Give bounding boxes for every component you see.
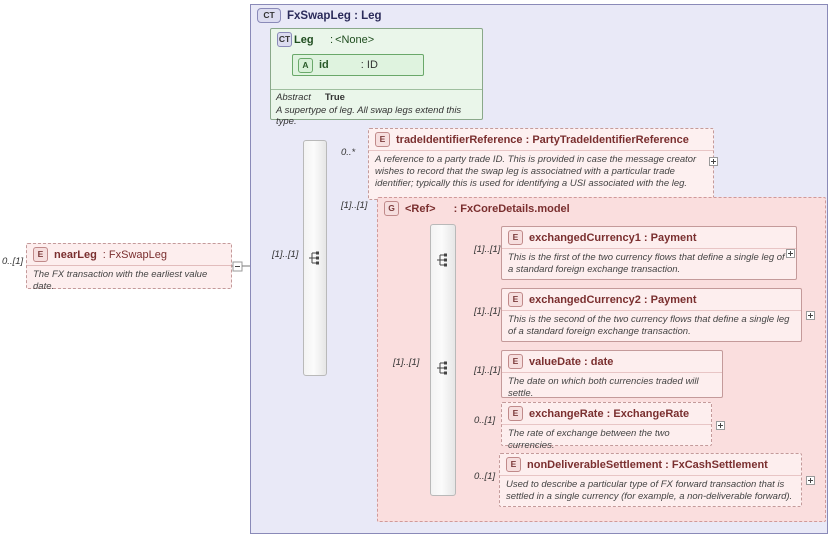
cardinality-tradeidentifierreference: 0..*	[341, 147, 356, 158]
outer-title: FxSwapLeg : Leg	[287, 9, 382, 22]
nearleg-name: nearLeg	[54, 248, 97, 261]
attribute-name-id: id	[319, 59, 329, 71]
element-icon: E	[506, 457, 521, 472]
element-icon: E	[508, 292, 523, 307]
cardinality-sequence-outer: [1]..[1]	[272, 249, 299, 260]
expand-icon-exchangedcurrency1[interactable]	[786, 249, 795, 258]
exchangedcurrency2-name: exchangedCurrency2 : Payment	[529, 293, 697, 306]
tir-description: A reference to a party trade ID. This is provided in case the message creator wishes to record that the swap leg is associatned with a particular trade identifier; typically this is used for identifying a USI associated with the leg.	[369, 150, 713, 194]
outer-titlebar	[251, 5, 827, 26]
nondeliverablesettlement-titlebar	[500, 454, 801, 475]
exchangedcurrency2-description: This is the second of the two currency flows that define a single leg of a standard foreign exchange transaction.	[502, 310, 801, 342]
complex-type-icon: CT	[257, 8, 281, 23]
nondeliverablesettlement-description: Used to describe a particular type of FX forward transaction that is settled in a single currency (for example, a non-deliverable forward).	[500, 475, 801, 507]
element-icon: E	[508, 406, 523, 421]
exchangedcurrency1-titlebar	[502, 227, 796, 248]
sequence-icon	[436, 253, 450, 267]
element-icon: E	[375, 132, 390, 147]
expand-icon-nondeliverablesettlement[interactable]	[806, 476, 815, 485]
cardinality-group: [1]..[1]	[341, 200, 368, 211]
leg-description: A supertype of leg. All swap legs extend this type.	[276, 105, 462, 127]
expand-icon-tradeidentifierreference[interactable]	[709, 157, 718, 166]
group-titlebar	[378, 198, 825, 219]
attribute-row-id[interactable]	[292, 54, 424, 76]
element-box-nearleg[interactable]	[26, 243, 232, 292]
cardinality-exchangedcurrency1: [1]..[1]	[474, 244, 501, 255]
complex-type-icon-small: CT	[277, 32, 292, 47]
leg-name: Leg	[294, 33, 314, 46]
nondeliverablesettlement-name: nonDeliverableSettlement : FxCashSettlement	[527, 458, 768, 471]
expand-icon-exchangerate[interactable]	[716, 421, 725, 430]
tir-titlebar	[369, 129, 713, 150]
sequence-compositor-inner[interactable]	[430, 224, 456, 496]
cardinality-nearleg: 0..[1]	[2, 256, 24, 267]
element-box-tradeidentifierreference[interactable]	[368, 128, 714, 200]
cardinality-nondeliverablesettlement: 0..[1]	[474, 471, 496, 482]
group-ref-label: <Ref>	[405, 202, 436, 215]
element-icon: E	[508, 230, 523, 245]
attribute-type-id: : ID	[360, 59, 378, 71]
leg-titlebar	[271, 29, 482, 50]
nearleg-titlebar	[27, 244, 231, 265]
element-icon: E	[33, 247, 48, 262]
exchangerate-name: exchangeRate : ExchangeRate	[529, 407, 690, 420]
valuedate-name: valueDate : date	[529, 355, 614, 368]
group-icon: G	[384, 201, 399, 216]
abstract-label: Abstract	[276, 92, 311, 103]
leg-abstract-section	[271, 89, 482, 127]
element-box-nondeliverablesettlement[interactable]	[499, 453, 802, 507]
nearleg-type: : FxSwapLeg	[102, 248, 167, 261]
exchangedcurrency1-name: exchangedCurrency1 : Payment	[529, 231, 697, 244]
element-icon: E	[508, 354, 523, 369]
sequence-icon	[436, 361, 450, 375]
group-name: : FxCoreDetails.model	[453, 202, 570, 215]
sequence-icon	[308, 251, 322, 265]
element-box-valuedate[interactable]	[501, 350, 723, 398]
exchangedcurrency2-titlebar	[502, 289, 801, 310]
element-box-exchangerate[interactable]	[501, 402, 712, 451]
leg-colon: :	[330, 33, 334, 46]
valuedate-description: The date on which both currencies traded will settle.	[502, 372, 722, 404]
cardinality-valuedate: [1]..[1]	[474, 365, 501, 376]
leg-value: <None>	[335, 33, 375, 46]
expand-icon-exchangedcurrency2[interactable]	[806, 311, 815, 320]
element-box-exchangedcurrency1[interactable]	[501, 226, 797, 280]
element-box-exchangedcurrency2[interactable]	[501, 288, 802, 342]
exchangedcurrency1-description: This is the first of the two currency flows that define a single leg of a standard foreign exchange transaction.	[502, 248, 796, 280]
valuedate-titlebar	[502, 351, 722, 372]
cardinality-sequence-inner: [1]..[1]	[393, 357, 420, 368]
tir-name: tradeIdentifierReference : PartyTradeIdentifierReference	[396, 133, 689, 146]
cardinality-exchangedcurrency2: [1]..[1]	[474, 306, 501, 317]
exchangerate-description: The rate of exchange between the two currencies.	[502, 424, 711, 456]
exchangerate-titlebar	[502, 403, 711, 424]
cardinality-exchangerate: 0..[1]	[474, 415, 496, 426]
nearleg-description: The FX transaction with the earliest value date.	[27, 265, 231, 297]
sequence-compositor-outer[interactable]	[303, 140, 327, 376]
abstract-value: True	[324, 92, 345, 103]
attribute-icon: A	[298, 58, 313, 73]
